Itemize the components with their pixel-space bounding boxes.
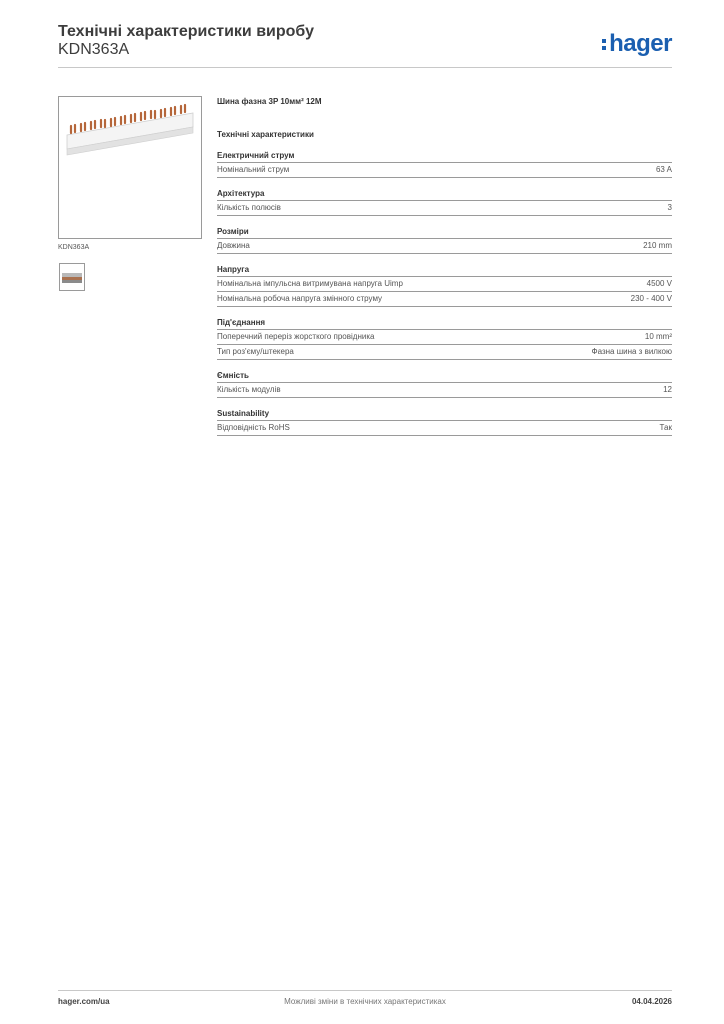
- spec-value: Фазна шина з вилкою: [591, 347, 672, 356]
- footer-date: 04.04.2026: [631, 997, 672, 1006]
- spec-row: [217, 292, 672, 307]
- spec-label: Відповідність RoHS: [217, 423, 290, 432]
- spec-label: Поперечний переріз жорсткого провідника: [217, 332, 375, 341]
- image-caption: KDN363A: [58, 244, 90, 251]
- footer-notice: Можливі зміни в технічних характеристиках: [284, 997, 446, 1006]
- spec-label: Довжина: [217, 241, 250, 250]
- spec-label: Номінальний струм: [217, 165, 290, 174]
- spec-group-title: Sustainability: [217, 408, 672, 421]
- product-thumbnail[interactable]: [59, 263, 85, 291]
- spec-group-title: Напруга: [217, 264, 672, 277]
- spec-value: 230 - 400 V: [630, 294, 672, 303]
- document-title: Технічні характеристики виробу: [58, 23, 314, 40]
- spec-group: [217, 408, 672, 436]
- spec-value: 3: [667, 203, 672, 212]
- spec-value: 210 mm: [643, 241, 672, 250]
- spec-group-title: Розміри: [217, 226, 672, 239]
- spec-group: [217, 264, 672, 307]
- spec-group-title: Електричний струм: [217, 150, 672, 163]
- spec-row: [217, 383, 672, 398]
- spec-row: [217, 330, 672, 345]
- specifications-panel: [217, 96, 672, 436]
- busbar-image-icon: [59, 97, 201, 238]
- logo-dots-icon: [602, 36, 607, 53]
- header-divider: [58, 67, 672, 68]
- spec-value: 63 A: [655, 165, 672, 174]
- product-description: Шина фазна 3P 10мм² 12M: [217, 97, 322, 106]
- spec-group-title: Архітектура: [217, 188, 672, 201]
- spec-row: [217, 277, 672, 292]
- spec-groups: [217, 150, 672, 436]
- spec-group: [217, 317, 672, 360]
- spec-row: [217, 201, 672, 216]
- spec-group-title: Під'єднання: [217, 317, 672, 330]
- footer-website-link[interactable]: hager.com/ua: [58, 997, 110, 1006]
- spec-group-title: Ємність: [217, 370, 672, 383]
- spec-row: [217, 345, 672, 360]
- spec-label: Кількість модулів: [217, 385, 281, 394]
- page-header: [58, 22, 672, 59]
- thumbnail-image-icon: [60, 264, 84, 290]
- spec-row: [217, 163, 672, 178]
- spec-value: 4500 V: [646, 279, 672, 288]
- spec-value: Так: [659, 423, 672, 432]
- product-image: [58, 96, 202, 239]
- spec-value: 10 mm²: [644, 332, 672, 341]
- spec-group: [217, 150, 672, 178]
- spec-label: Номінальна робоча напруга змінного струму: [217, 294, 383, 303]
- section-heading: Технічні характеристики: [217, 130, 314, 139]
- spec-group: [217, 188, 672, 216]
- spec-group: [217, 226, 672, 254]
- footer-divider: [58, 990, 672, 991]
- spec-group: [217, 370, 672, 398]
- hager-logo: [602, 30, 672, 58]
- spec-label: Кількість полюсів: [217, 203, 281, 212]
- product-code: KDN363A: [58, 41, 130, 58]
- logo-text: hager: [609, 30, 672, 57]
- spec-label: Тип роз'єму/штекера: [217, 347, 294, 356]
- spec-value: 12: [663, 385, 672, 394]
- spec-row: [217, 421, 672, 436]
- spec-label: Номінальна імпульсна витримувана напруга Uimp: [217, 279, 403, 288]
- spec-row: [217, 239, 672, 254]
